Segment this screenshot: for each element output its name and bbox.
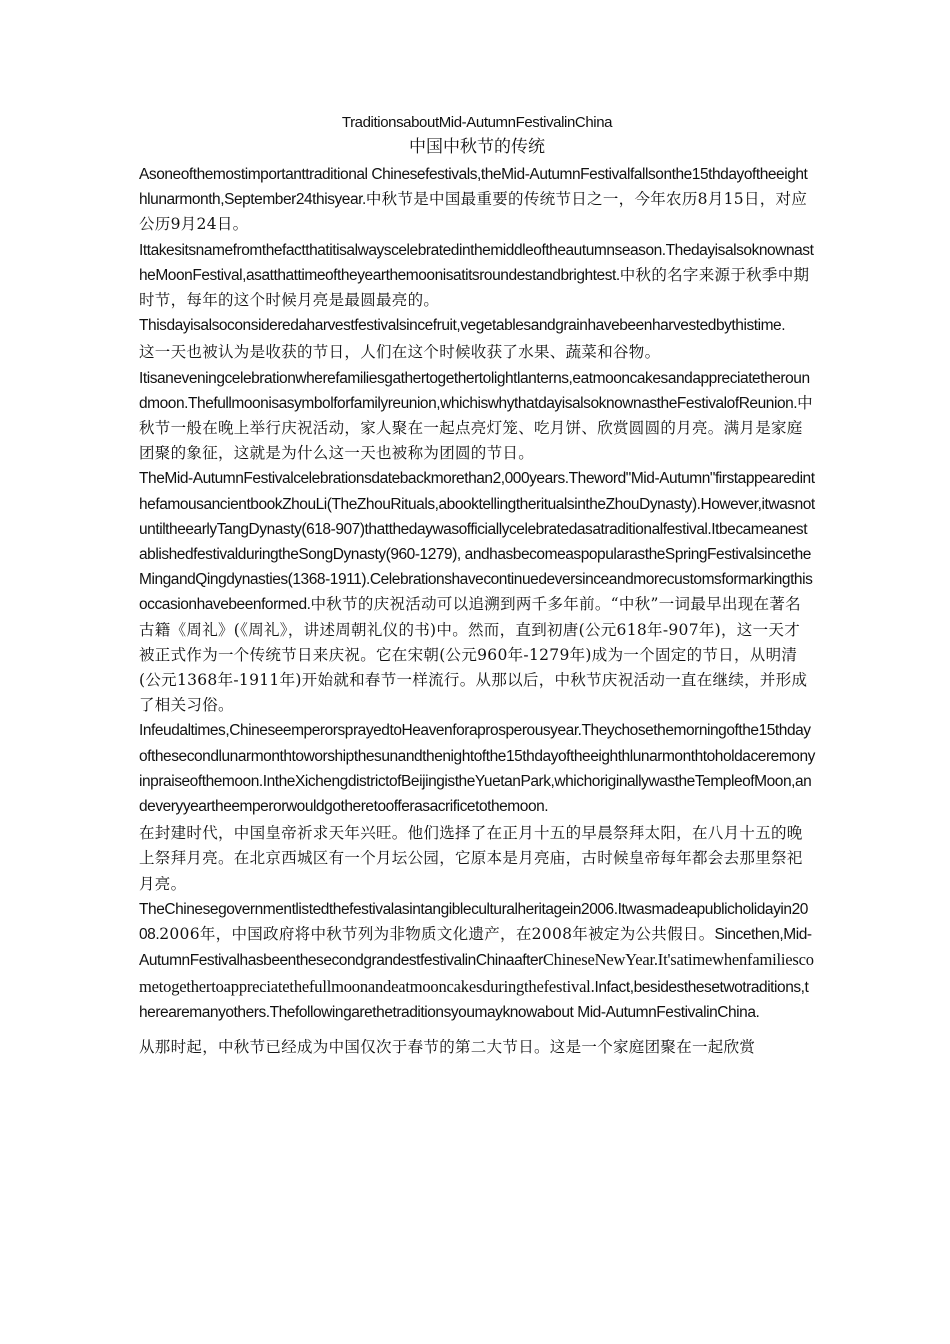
paragraph-2-chinese: 中秋的名字来源于秋季中期时节，每年的这个时候月亮是最圆最亮的。: [139, 265, 810, 310]
paragraph-2: [139, 238, 815, 314]
paragraph-3-chinese: 这一天也被认为是收获的节日，人们在这个时候收获了水果、蔬菜和谷物。: [139, 343, 661, 362]
paragraph-5-chinese: 中秋节的庆祝活动可以追溯到两千多年前。“中秋”一词最早出现在著名古籍《周礼》(《周礼》，讲述周朝礼仪的书)中。然而，直到初唐(公元618年-907年)，这一天才被正式作为一个传统节日来庆祝。它在宋朝(公元960年-1279年)成为一个固定的节日，从明清(公元1368年-1911年)开始就和春节一样流行。从那以后，中秋节庆祝活动一直在继续，并形成了相关习俗。: [139, 595, 808, 715]
paragraph-1-chinese: 中秋节是中国最重要的传统节日之一，今年农历8月15日，对应公历9月24日。: [139, 190, 808, 234]
paragraph-7-chinese: 2006年，中国政府将中秋节列为非物质文化遗产，在2008年被定为公共假日。: [159, 925, 715, 944]
paragraph-6-chinese: 在封建时代，中国皇帝祈求天年兴旺。他们选择了在正月十五的早晨祭拜太阳，在八月十五的晚上祭拜月亮。在北京西城区有一个月坛公园，它原本是月亮庙，古时候皇帝每年都会去那里祭祀月亮。: [139, 824, 803, 893]
paragraph-4: [139, 366, 815, 467]
title-english: TraditionsaboutMid-AutumnFestivalinChina: [341, 114, 613, 131]
paragraph-3: [139, 313, 815, 338]
paragraph-4-chinese: 中秋节一般在晚上举行庆祝活动，家人聚在一起点亮灯笼、吃月饼、欣赏圆圆的月亮。满月是家庭团聚的象征，这就是为什么这一天也被称为团圆的节日。: [139, 393, 813, 463]
paragraph-1-english: Asoneofthemostimportanttraditional Chinesefestivals,theMid-AutumnFestivalfallsonthe15thdayoftheeighthlunarmonth,September24thisyear.: [139, 166, 808, 209]
paragraph-5: [139, 466, 815, 718]
paragraph-6: [139, 718, 815, 819]
document-body: [139, 112, 815, 1060]
paragraph-7-english-continued: Sincethen,Mid-AutumnFestivalhasbeenthesecondgrandestfestivalinChinaafter: [139, 926, 812, 970]
paragraph-7: [139, 897, 815, 1025]
title-chinese: 中国中秋节的传统: [409, 137, 545, 157]
paragraph-5-english: TheMid-AutumnFestivalcelebrationsdatebackmorethan2,000years.Theword"Mid-Autumn"firstappearedinthefamousancientbookZhouLi(TheZhouRituals,abooktellingtheritualsintheZhouDynasty).However,itwasnotuntiltheearlyTangDynasty(618-907)thatthedaywasofficiallycelebratedasatraditionalfestival.ItbecameanestablishedfestivalduringtheSongDynasty(960-1279), andhasbecomeaspopularastheSpringFestivalsincetheMingandQingdynasties(1368-1911).Celebrationshavecontinuedeversinceandmorecustomsformarkingthisoccasionhavebeenformed.: [139, 470, 815, 614]
paragraph-1: [139, 162, 815, 238]
paragraph-6-translation: [139, 821, 815, 897]
paragraph-6-english: Infeudaltimes,ChineseemperorsprayedtoHeavenforaprosperousyear.Theychosethemorningofthe15thdayofthesecondlunarmonthtoworshipthesunandthenightofthe15thdayoftheeighthlunarmonthtoholdaceremonyinpraiseofthemoon.IntheXichengdistrictofBeijingistheYuetanPark,whichoriginallywastheTempleofMoon,andeveryyeartheemperorwouldgotheretoofferasacrificetothemoon.: [139, 722, 815, 816]
paragraph-7-english: TheChinesegovernmentlistedthefestivalasintangibleculturalheritagein2006.Itwasmadeapublicholidayin2008.: [139, 900, 808, 944]
paragraph-2-english: Ittakesitsnamefromthefactthatitisalwayscelebratedinthemiddleoftheautumnseason.ThedayisalsoknownastheMoonFestival,asatthattimeoftheyearthemoonisatitsroundestandbrightest.: [139, 241, 814, 284]
paragraph-7-english-tail: Infact,besidesthesetwotraditions,therearemanyothers.Thefollowingarethetraditionsyoumayknowabout Mid-AutumnFestivalinChina.: [139, 978, 809, 1021]
paragraph-7-english-serif: ChineseNewYear.It'satimewhenfamiliescometogethertoappreciatethefullmoonandeatmooncakesduringthefestival.: [139, 950, 814, 996]
paragraph-3-english: Thisdayisalsoconsideredaharvestfestivalsincefruit,vegetablesandgrainhavebeenharvestedbythistime.: [139, 317, 786, 335]
paragraph-7-translation: [139, 1035, 815, 1060]
paragraph-3-translation: [139, 340, 815, 365]
paragraph-7-chinese-translation: 从那时起，中秋节已经成为中国仅次于春节的第二大节日。这是一个家庭团聚在一起欣赏: [139, 1037, 756, 1056]
paragraph-4-english: Itisaneveningcelebrationwherefamiliesgathertogethertolightlanterns,eatmooncakesandappreciatetheroundmoon.Thefullmoonisasymbolforfamilyreunion,whichiswhythatdayisalsoknownastheFestivalofReunion.: [139, 369, 810, 412]
